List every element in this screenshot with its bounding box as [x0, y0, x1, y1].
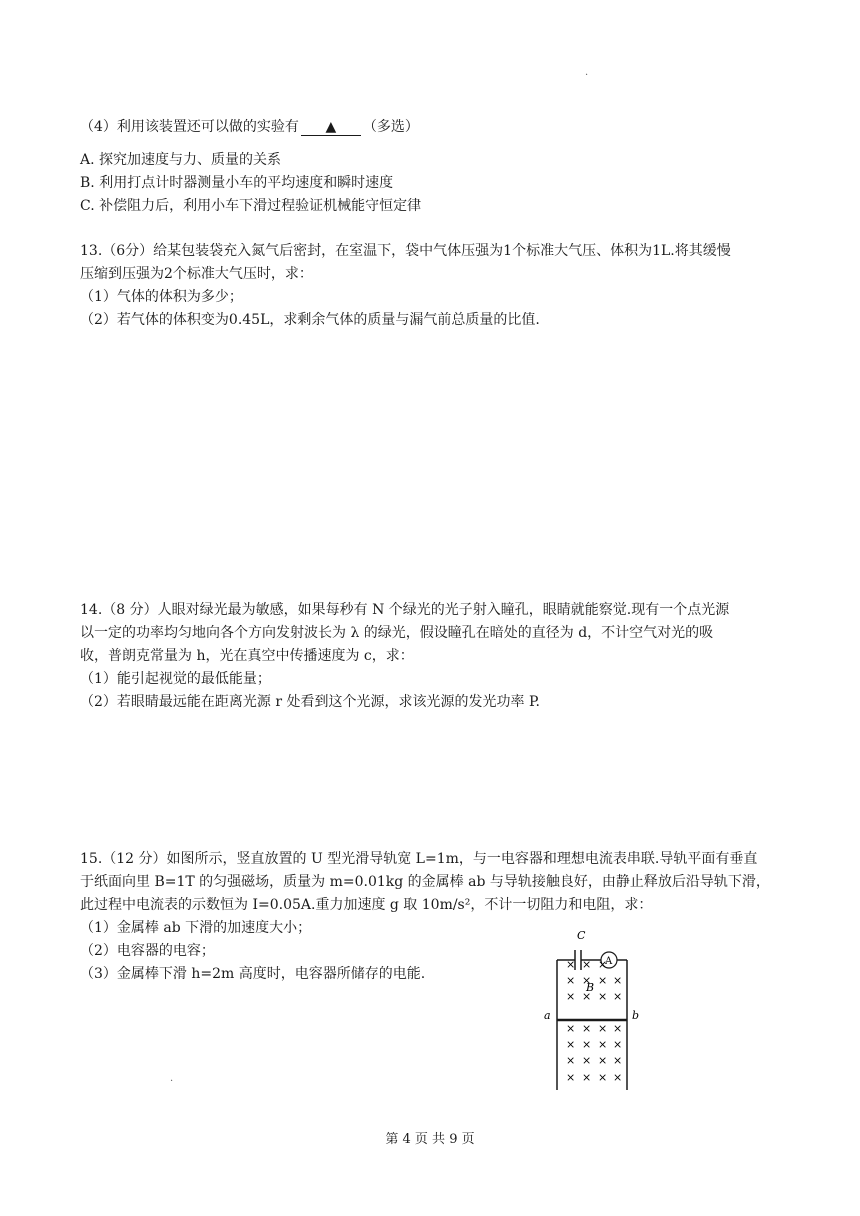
field-cross: × [598, 958, 608, 971]
rail-circuit-figure [540, 924, 650, 1090]
field-cross: × [566, 1071, 576, 1084]
q15-part2: （2）电容器的电容； [80, 943, 215, 959]
ammeter-label: A [605, 956, 613, 967]
field-cross: × [598, 1022, 608, 1035]
field-cross: × [566, 1038, 576, 1051]
field-cross: × [566, 990, 576, 1003]
field-cross: × [598, 1038, 608, 1051]
q15-line1: 15.（12 分）如图所示，竖直放置的 U 型光滑导轨宽 L=1m，与一电容器和理想电流表串联.导轨平面有垂直 [80, 851, 758, 867]
q15-line2: 于纸面向里 B=1T 的匀强磁场，质量为 m=0.01kg 的金属棒 ab 与导轨接触良好，由静止释放后沿导轨下滑， [80, 874, 770, 890]
q15-part1: （1）金属棒 ab 下滑的加速度大小； [80, 920, 312, 936]
scan-mark-bottom: · [170, 1076, 174, 1087]
q12-option-a: A. 探究加速度与力、质量的关系 [80, 152, 282, 168]
scan-mark-top: · [585, 70, 589, 81]
field-cross: × [598, 1071, 608, 1084]
q12-part4-suffix: （多选） [362, 119, 419, 135]
q14-line3: 收，普朗克常量为 h，光在真空中传播速度为 c，求： [80, 648, 414, 664]
field-cross: × [582, 1071, 592, 1084]
field-cross: × [613, 1071, 623, 1084]
q12-part4 [80, 117, 419, 137]
field-cross: × [613, 974, 623, 987]
q14-part1: （1）能引起视觉的最低能量； [80, 671, 271, 687]
field-cross: × [566, 1022, 576, 1035]
field-cross: × [582, 1054, 592, 1067]
q12-option-c: C. 补偿阻力后，利用小车下滑过程验证机械能守恒定律 [80, 198, 422, 214]
q13-line2: 压缩到压强为2个标准大气压时，求： [80, 266, 313, 282]
field-cross: × [582, 974, 592, 987]
bar-end-a-label: a [544, 1009, 551, 1022]
field-cross: × [598, 1054, 608, 1067]
field-cross: × [566, 974, 576, 987]
capacitor-label: C [577, 929, 586, 942]
q12-option-b: B. 利用打点计时器测量小车的平均速度和瞬时速度 [80, 175, 394, 191]
q13-part2: （2）若气体的体积变为0.45L，求剩余气体的质量与漏气前总质量的比值. [80, 312, 540, 328]
q15-part3: （3）金属棒下滑 h=2m 高度时，电容器所储存的电能. [80, 966, 426, 982]
q14-line1: 14.（8 分）人眼对绿光最为敏感，如果每秒有 N 个绿光的光子射入瞳孔，眼睛就能察觉.现有一个点光源 [80, 602, 730, 618]
page-footer: 第 4 页 共 9 页 [385, 1132, 475, 1147]
field-cross: × [566, 1054, 576, 1067]
field-cross: × [582, 1022, 592, 1035]
q12-part4-prefix: （4）利用该装置还可以做的实验有 [80, 119, 299, 135]
field-cross: × [598, 974, 608, 987]
answer-blank: ▲ [301, 119, 361, 136]
field-cross: × [613, 990, 623, 1003]
field-cross: × [598, 990, 608, 1003]
q13-line1: 13.（6分）给某包装袋充入氮气后密封，在室温下，袋中气体压强为1个标准大气压、体积为1L.将其缓慢 [80, 243, 731, 259]
field-cross: × [582, 1038, 592, 1051]
q15-line3: 此过程中电流表的示数恒为 I=0.05A.重力加速度 g 取 10m/s²，不计一切阻力和电阻，求： [80, 897, 653, 913]
field-label: B [586, 981, 595, 994]
bar-end-b-label: b [632, 1009, 640, 1022]
q14-line2: 以一定的功率均匀地向各个方向发射波长为 λ 的绿光，假设瞳孔在暗处的直径为 d，不计空气对光的吸 [80, 625, 714, 641]
field-cross: × [582, 990, 592, 1003]
q13-part1: （1）气体的体积为多少； [80, 289, 243, 305]
field-cross: × [566, 958, 576, 971]
field-cross: × [582, 958, 592, 971]
field-cross: × [613, 1054, 623, 1067]
q14-part2: （2）若眼睛最远能在距离光源 r 处看到这个光源，求该光源的发光功率 P. [80, 694, 540, 710]
field-cross: × [613, 1038, 623, 1051]
field-cross: × [613, 1022, 623, 1035]
